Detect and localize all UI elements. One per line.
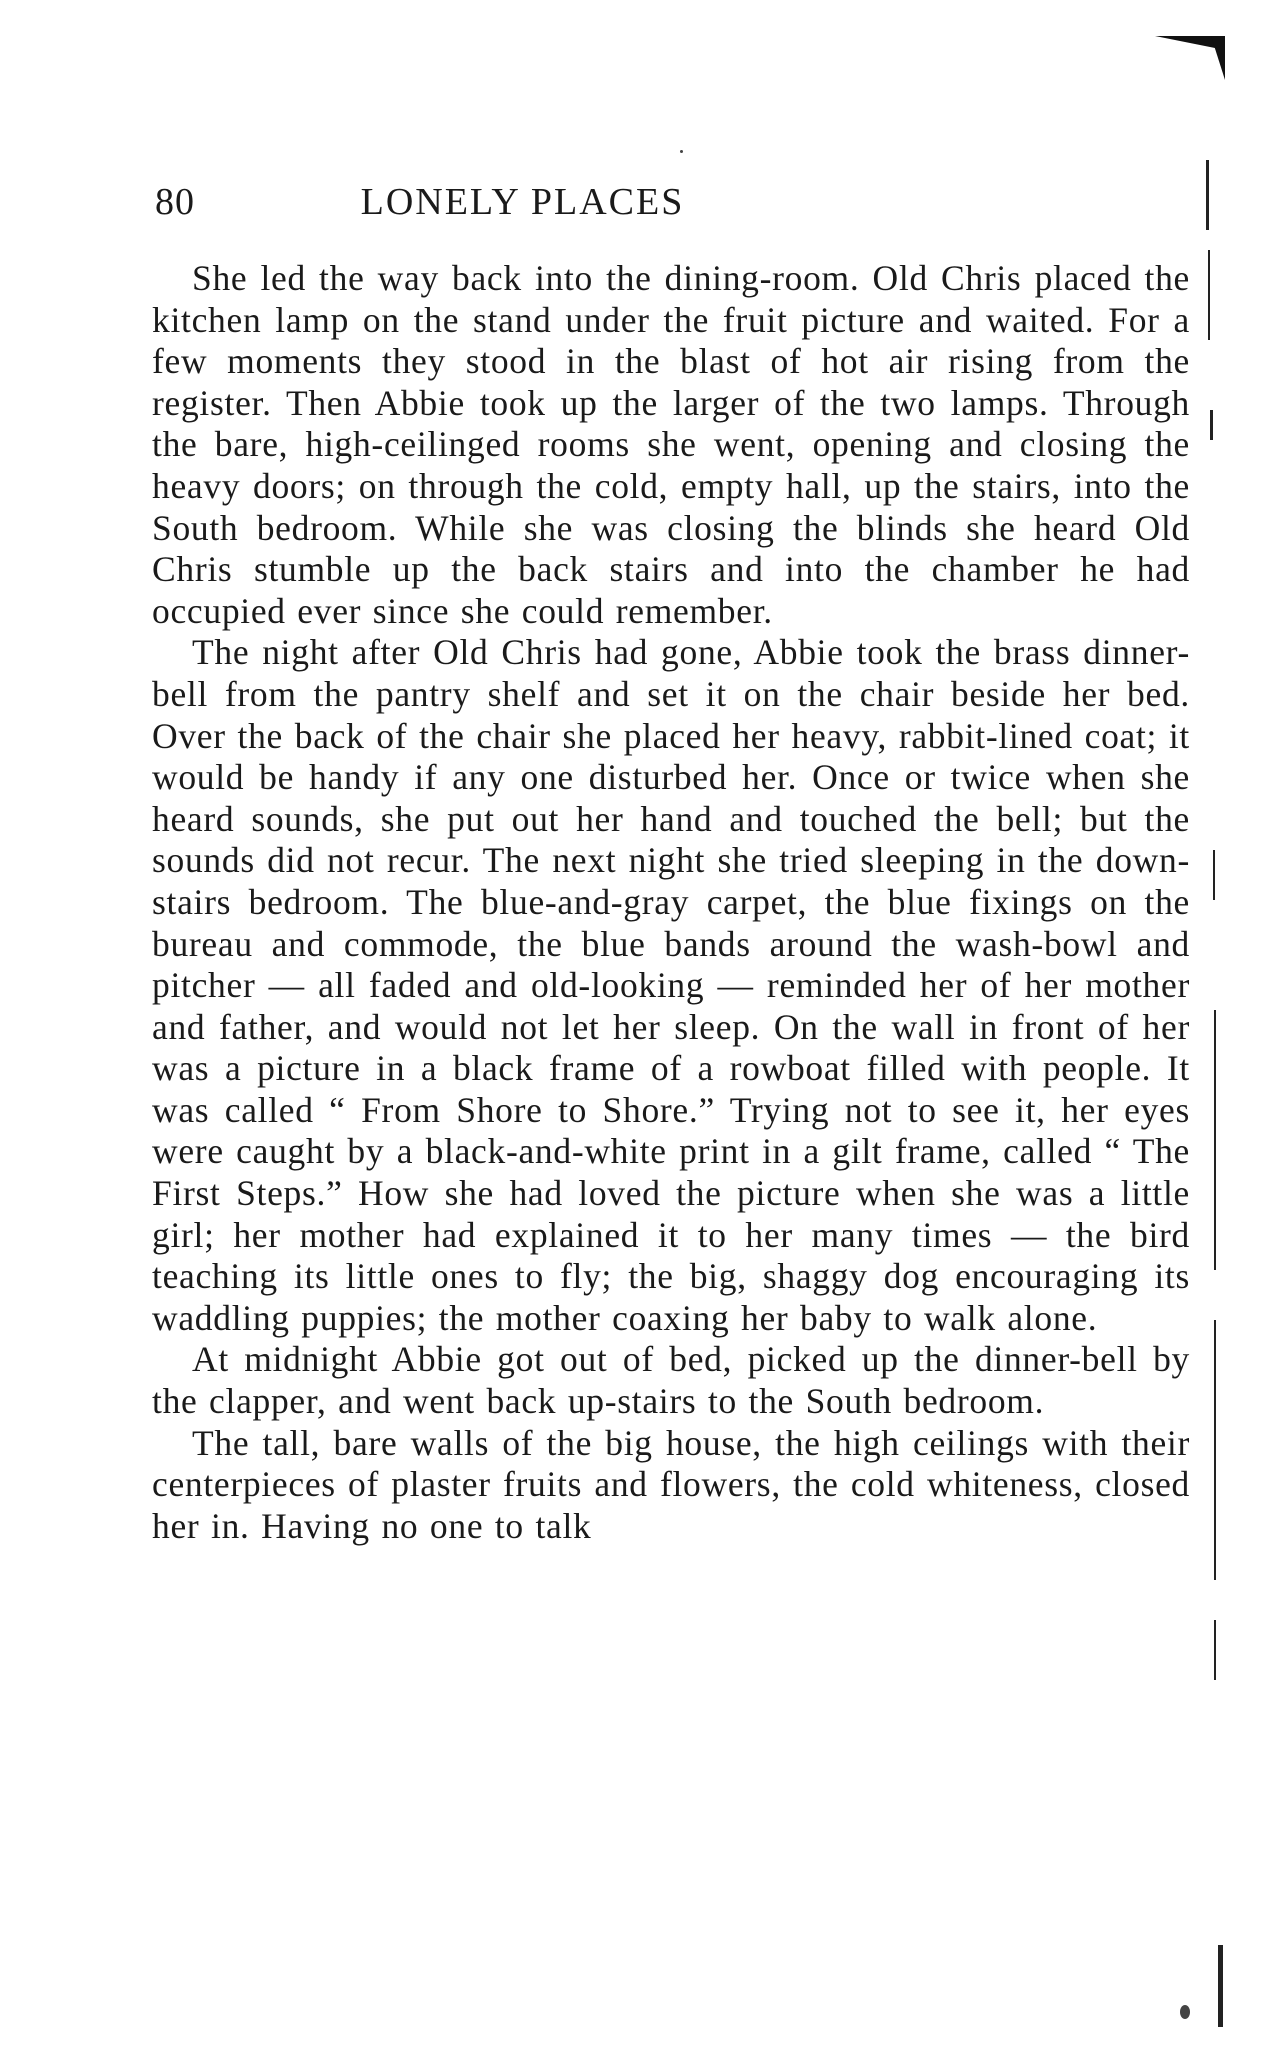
page-header bbox=[155, 180, 1185, 230]
paragraph: At midnight Abbie got out of bed, picked up the dinner-bell by the clapper, and went back up-stairs to the South bedroom. bbox=[152, 1339, 1190, 1422]
ink-speck bbox=[1180, 2005, 1190, 2019]
edge-line bbox=[1210, 410, 1213, 440]
edge-line bbox=[1213, 850, 1215, 900]
edge-line bbox=[1206, 160, 1209, 230]
running-title: LONELY PLACES bbox=[360, 181, 685, 223]
edge-line bbox=[1218, 1945, 1223, 2027]
ink-speck bbox=[680, 150, 683, 153]
edge-line bbox=[1214, 1320, 1216, 1580]
body-text bbox=[152, 258, 1190, 1547]
edge-line bbox=[1214, 1620, 1216, 1680]
edge-line bbox=[1214, 1010, 1216, 1270]
page-number: 80 bbox=[155, 181, 195, 223]
paragraph: She led the way back into the dining-room. Old Chris placed the kitchen lamp on the stand under the fruit picture and waited. For a few moments they stood in the blast of hot air rising from the register. Then Abbie took up the larger of the two lamps. Through the bare, high-ceilinged rooms she went, opening and closing the heavy doors; on through the cold, empty hall, up the stairs, into the South bedroom. While she was closing the blinds she heard Old Chris stumble up the back stairs and into the chamber he had occupied ever since she could remember. bbox=[152, 258, 1190, 631]
paragraph: The tall, bare walls of the big house, the high ceilings with their centerpieces of plaster fruits and flowers, the cold whiteness, closed her in. Having no one to talk bbox=[152, 1422, 1190, 1546]
paragraph: The night after Old Chris had gone, Abbie took the brass dinner-bell from the pantry shelf and set it on the chair beside her bed. Over the back of the chair she placed her heavy, rabbit-lined coat; it would be handy if any one disturbed her. Once or twice when she heard sounds, she put out her hand and touched the bell; but the sounds did not recur. The next night she tried sleeping in the down-stairs bedroom. The blue-and-gray carpet, the blue fixings on the bureau and commode, the blue bands around the wash-bowl and pitcher — all faded and old-looking — reminded her of her mother and father, and would not let her sleep. On the wall in front of her was a picture in a black frame of a rowboat filled with people. It was called “ From Shore to Shore.” Trying not to see it, her eyes were caught by a black-and-white print in a gilt frame, called “ The First Steps.” How she had loved the picture when she was a little girl; her mother had explained it to her many times — the bird teaching its little ones to fly; the big, shaggy dog encouraging its waddling puppies; the mother coaxing her baby to walk alone. bbox=[152, 632, 1190, 1338]
edge-line bbox=[1208, 250, 1210, 340]
